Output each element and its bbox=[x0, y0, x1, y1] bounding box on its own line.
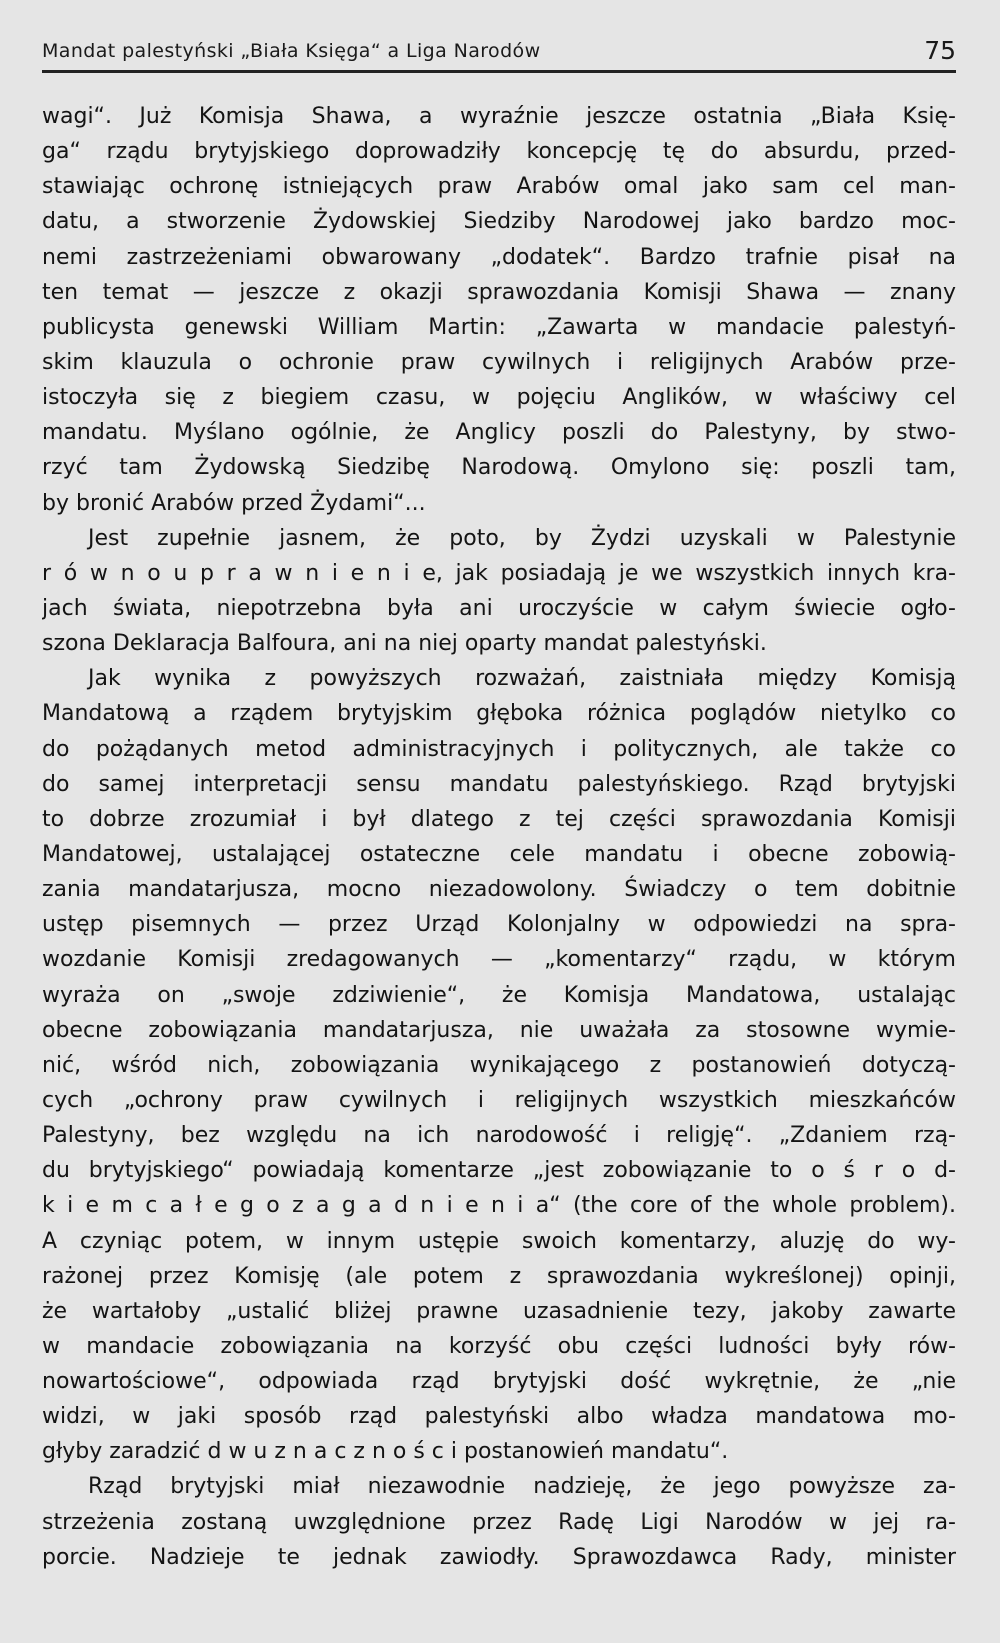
running-head-title: Mandat palestyński „Biała Księga“ a Liga Narodów bbox=[42, 40, 541, 62]
text-line: ga“ rządu brytyjskiego doprowadziły koncepcję tę do absurdu, przed- bbox=[42, 139, 956, 165]
page-number: 75 bbox=[924, 36, 956, 65]
body-text bbox=[42, 99, 956, 1575]
text-line: cych „ochrony praw cywilnych i religijnych wszystkich mieszkańców bbox=[42, 1087, 956, 1113]
text-line: głyby zaradzić d w u z n a c z n o ś c i postanowień mandatu“. bbox=[42, 1439, 729, 1465]
header-rule bbox=[42, 70, 956, 73]
text-line: skim klauzula o ochronie praw cywilnych i religijnych Arabów prze- bbox=[42, 349, 956, 375]
text-line: mandatu. Myślano ogólnie, że Anglicy poszli do Palestyny, by stwo- bbox=[42, 420, 956, 446]
text-line: szona Deklaracja Balfoura, ani na niej oparty mandat palestyński. bbox=[42, 631, 767, 657]
text-line: Mandatową a rządem brytyjskim głęboka różnica poglądów nietylko co bbox=[42, 701, 956, 727]
text-line: istoczyła się z biegiem czasu, w pojęciu Anglików, w właściwy cel bbox=[42, 385, 956, 411]
text-line: r ó w n o u p r a w n i e n i e, jak posiadają je we wszystkich innych kra- bbox=[42, 560, 956, 586]
text-line: datu, a stworzenie Żydowskiej Siedziby Narodowej jako bardzo moc- bbox=[42, 209, 956, 235]
text-line: to dobrze zrozumiał i był dlatego z tej części sprawozdania Komisji bbox=[42, 806, 956, 832]
text-line: do pożądanych metod administracyjnych i politycznych, ale także co bbox=[42, 736, 956, 762]
text-line: A czyniąc potem, w innym ustępie swoich komentarzy, aluzję do wy- bbox=[42, 1228, 956, 1254]
text-line: by bronić Arabów przed Żydami“... bbox=[42, 490, 426, 516]
text-line: strzeżenia zostaną uwzględnione przez Radę Ligi Narodów w jej ra- bbox=[42, 1509, 956, 1535]
text-line: publicysta genewski William Martin: „Zawarta w mandacie palestyń- bbox=[42, 314, 956, 340]
text-line: porcie. Nadzieje te jednak zawiodły. Sprawozdawca Rady, minister bbox=[42, 1544, 956, 1570]
text-line: wagi“. Już Komisja Shawa, a wyraźnie jeszcze ostatnia „Biała Księ- bbox=[42, 104, 956, 129]
text-line: nowartościowe“, odpowiada rząd brytyjski dość wykrętnie, że „nie bbox=[42, 1369, 956, 1395]
text-line: widzi, w jaki sposób rząd palestyński albo władza mandatowa mo- bbox=[42, 1404, 956, 1430]
text-line: Palestyny, bez względu na ich narodowość i religję“. „Zdaniem rzą- bbox=[42, 1123, 956, 1149]
text-line: ustęp pisemnych — przez Urząd Kolonjalny w odpowiedzi na spra- bbox=[42, 912, 956, 938]
text-line: nić, wśród nich, zobowiązania wynikającego z postanowień dotyczą- bbox=[42, 1052, 956, 1078]
text-line: Mandatowej, ustalającej ostateczne cele mandatu i obecne zobowią- bbox=[42, 841, 956, 867]
running-head bbox=[42, 36, 956, 72]
text-line: obecne zobowiązania mandatarjusza, nie uważała za stosowne wymie- bbox=[42, 1017, 956, 1043]
text-line: ten temat — jeszcze z okazji sprawozdania Komisji Shawa — znany bbox=[42, 279, 956, 305]
text-line: w mandacie zobowiązania na korzyść obu części ludności były rów- bbox=[42, 1333, 956, 1359]
text-line: rażonej przez Komisję (ale potem z sprawozdania wykreślonej) opinji, bbox=[42, 1263, 956, 1289]
text-line: że wartałoby „ustalić bliżej prawne uzasadnienie tezy, jakoby zawarte bbox=[42, 1298, 956, 1324]
text-line: du brytyjskiego“ powiadają komentarze „jest zobowiązanie to o ś r o d- bbox=[42, 1158, 956, 1184]
text-line: wyraża on „swoje zdziwienie“, że Komisja Mandatowa, ustalając bbox=[42, 982, 956, 1008]
text-line: jach świata, niepotrzebna była ani uroczyście w całym świecie ogło- bbox=[42, 595, 956, 621]
text-line: stawiając ochronę istniejących praw Arabów omal jako sam cel man- bbox=[42, 174, 956, 200]
text-line: wozdanie Komisji zredagowanych — „komentarzy“ rządu, w którym bbox=[42, 947, 956, 973]
text-line: Jak wynika z powyższych rozważań, zaistniała między Komisją bbox=[88, 666, 956, 692]
text-line: rzyć tam Żydowską Siedzibę Narodową. Omylono się: poszli tam, bbox=[42, 455, 956, 481]
text-line: Jest zupełnie jasnem, że poto, by Żydzi uzyskali w Palestynie bbox=[88, 525, 956, 551]
text-line: k i e m c a ł e g o z a g a d n i e n i a“ (the core of the whole problem). bbox=[42, 1193, 956, 1219]
text-line: Rząd brytyjski miał niezawodnie nadzieję, że jego powyższe za- bbox=[88, 1474, 956, 1500]
text-line: zania mandatarjusza, mocno niezadowolony. Świadczy o tem dobitnie bbox=[42, 877, 956, 903]
text-line: nemi zastrzeżeniami obwarowany „dodatek“. Bardzo trafnie pisał na bbox=[42, 244, 956, 270]
text-line: do samej interpretacji sensu mandatu palestyńskiego. Rząd brytyjski bbox=[42, 771, 956, 797]
